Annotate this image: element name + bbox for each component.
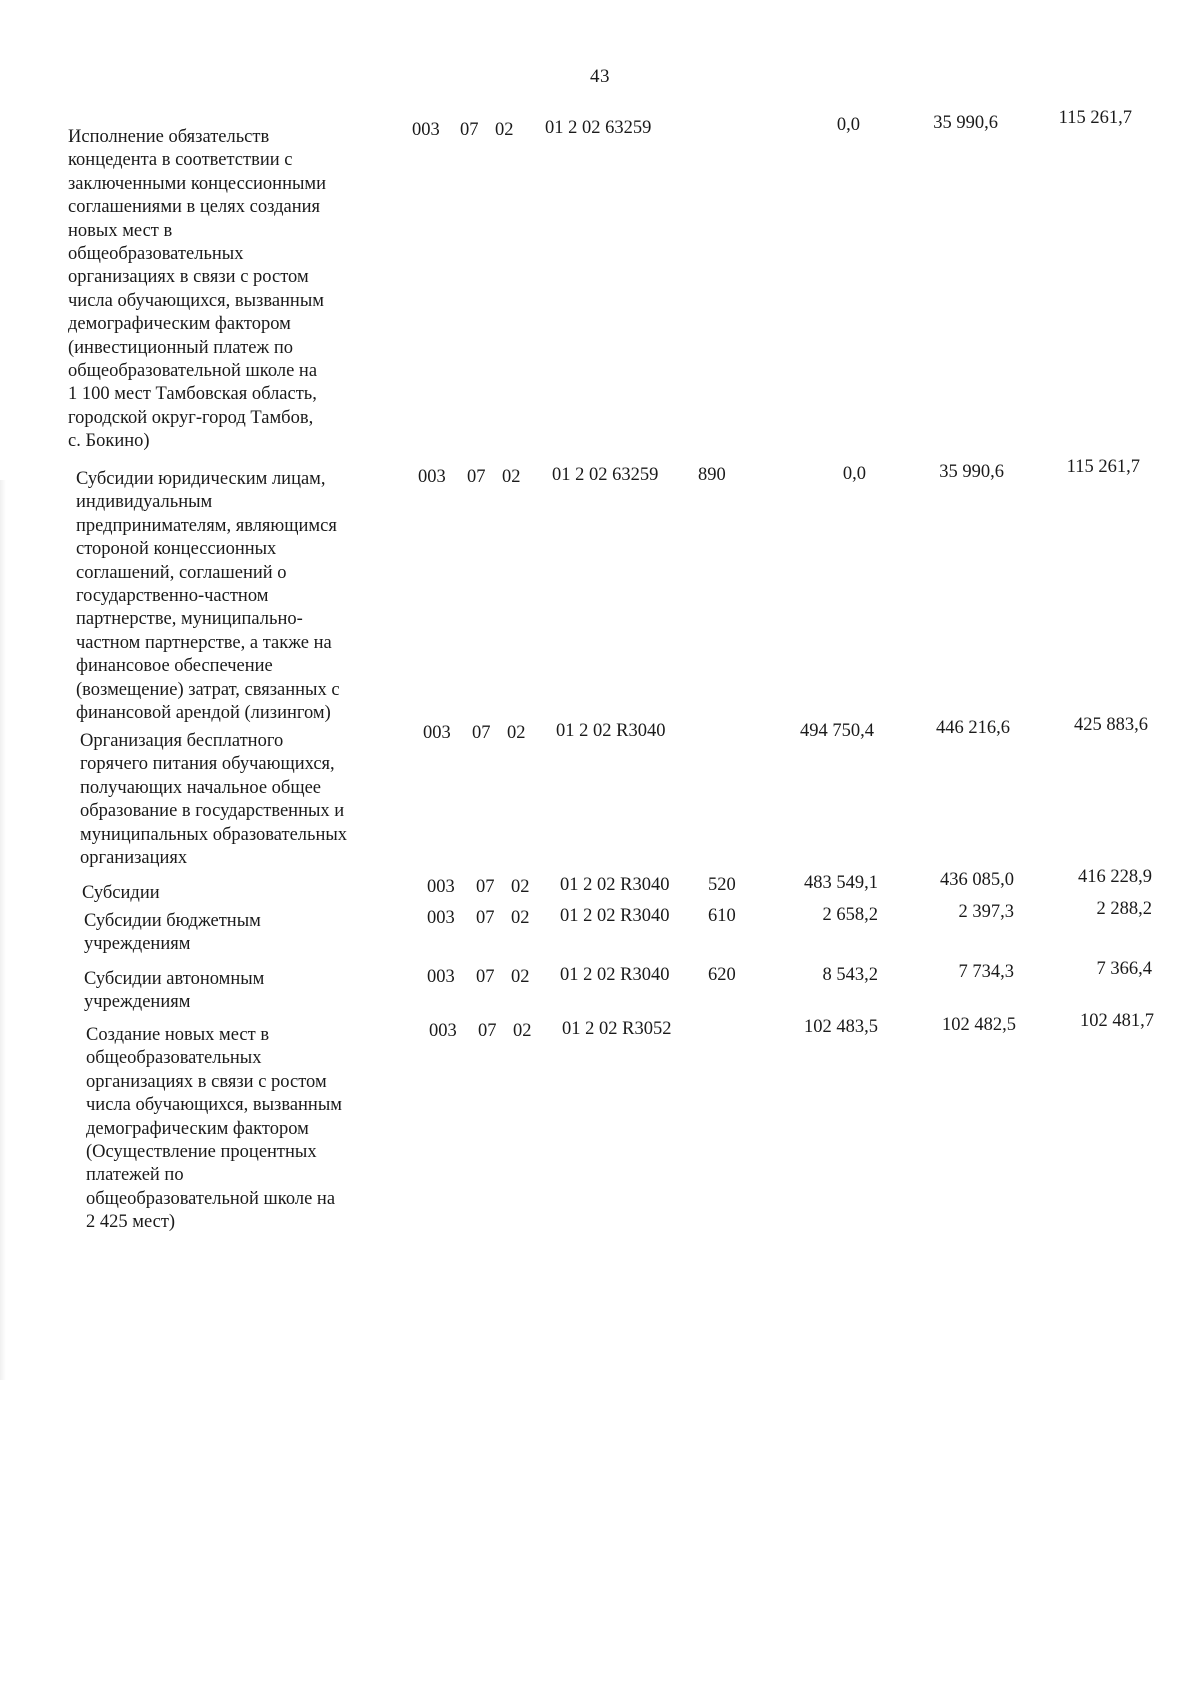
amount-year1: 494 750,4 (800, 721, 874, 741)
amount-year3: 102 481,7 (1080, 1011, 1154, 1031)
amount-year3: 7 366,4 (1096, 959, 1152, 979)
subsection-code: 02 (502, 467, 521, 487)
subsection-code: 02 (507, 723, 526, 743)
amount-year2: 35 990,6 (939, 462, 1004, 482)
amount-year2: 2 397,3 (958, 902, 1014, 922)
subsection-code: 02 (495, 120, 514, 140)
expense-type-code: 520 (708, 875, 736, 895)
ministry-code: 003 (427, 877, 455, 897)
section-code: 07 (478, 1021, 497, 1041)
amount-year3: 425 883,6 (1074, 715, 1148, 735)
target-article-code: 01 2 02 R3040 (560, 875, 670, 895)
amount-year1: 8 543,2 (822, 965, 878, 985)
row-description: Субсидии (82, 883, 160, 903)
amount-year2: 446 216,6 (936, 718, 1010, 738)
table-row (0, 108, 1200, 458)
target-article-code: 01 2 02 R3040 (560, 965, 670, 985)
subsection-code: 02 (511, 877, 530, 897)
target-article-code: 01 2 02 63259 (545, 118, 652, 138)
amount-year1: 0,0 (836, 115, 860, 135)
amount-year1: 2 658,2 (822, 905, 878, 925)
subsection-code: 02 (511, 967, 530, 987)
ministry-code: 003 (423, 723, 451, 743)
page-number: 43 (590, 66, 610, 87)
target-article-code: 01 2 02 63259 (552, 465, 659, 485)
amount-year2: 7 734,3 (958, 962, 1014, 982)
table-row (0, 959, 1200, 1024)
expense-type-code: 620 (708, 965, 736, 985)
row-description: Субсидии автономным учреждениям (84, 969, 265, 1013)
expense-type-code: 890 (698, 465, 726, 485)
subsection-code: 02 (511, 908, 530, 928)
amount-year1: 0,0 (842, 464, 866, 484)
section-code: 07 (476, 908, 495, 928)
amount-year2: 102 482,5 (942, 1015, 1016, 1035)
section-code: 07 (472, 723, 491, 743)
row-description: Создание новых мест в общеобразовательных организациях в связи с ростом числа обучающихся, вызванным демографическим фактором (Осуществление процентных платежей по общеобразовательной школе на 2 425 мест) (86, 1025, 342, 1233)
row-description: Исполнение обязательств концедента в соответствии с заключенными концессионными соглашениями в целях создания новых мест в общеобразовательных организациях в связи с ростом числа обучающихся, вызванным демографическим фактором (инвестиционный платеж по общеобразовательной школе на 1 100 мест Тамбовская область, городской округ-город Тамбов, с. Бокино) (68, 127, 327, 452)
section-code: 07 (467, 467, 486, 487)
budget-table (0, 108, 1200, 1264)
amount-year3: 115 261,7 (1058, 108, 1132, 128)
ministry-code: 003 (429, 1021, 457, 1041)
amount-year3: 115 261,7 (1066, 457, 1140, 477)
row-description: Организация бесплатного горячего питания обучающихся, получающих начальное общее образование в государственных и муниципальных образовательных организациях (80, 731, 348, 869)
table-row (0, 458, 1200, 726)
amount-year3: 416 228,9 (1078, 867, 1152, 887)
amount-year2: 436 085,0 (940, 870, 1014, 890)
row-description: Субсидии бюджетным учреждениям (84, 911, 261, 955)
ministry-code: 003 (412, 120, 440, 140)
amount-year1: 102 483,5 (804, 1017, 878, 1037)
section-code: 07 (476, 877, 495, 897)
subsection-code: 02 (513, 1021, 532, 1041)
table-row (0, 715, 1200, 882)
target-article-code: 01 2 02 R3040 (560, 906, 670, 926)
section-code: 07 (476, 967, 495, 987)
ministry-code: 003 (418, 467, 446, 487)
target-article-code: 01 2 02 R3052 (562, 1019, 672, 1039)
ministry-code: 003 (427, 908, 455, 928)
expense-type-code: 610 (708, 906, 736, 926)
section-code: 07 (460, 120, 479, 140)
table-row (0, 899, 1200, 968)
amount-year2: 35 990,6 (933, 113, 998, 133)
target-article-code: 01 2 02 R3040 (556, 721, 666, 741)
ministry-code: 003 (427, 967, 455, 987)
amount-year3: 2 288,2 (1096, 899, 1152, 919)
table-row (0, 1011, 1200, 1264)
row-description: Субсидии юридическим лицам, индивидуальным предпринимателям, являющимся стороной концессионных соглашений, соглашений о государственно-частном партнерстве, муниципально- частном партнерстве, а также на финансовое обеспечение (возмещение) затрат, связанных с финансовой арендой (лизингом) (76, 469, 340, 724)
amount-year1: 483 549,1 (804, 873, 878, 893)
